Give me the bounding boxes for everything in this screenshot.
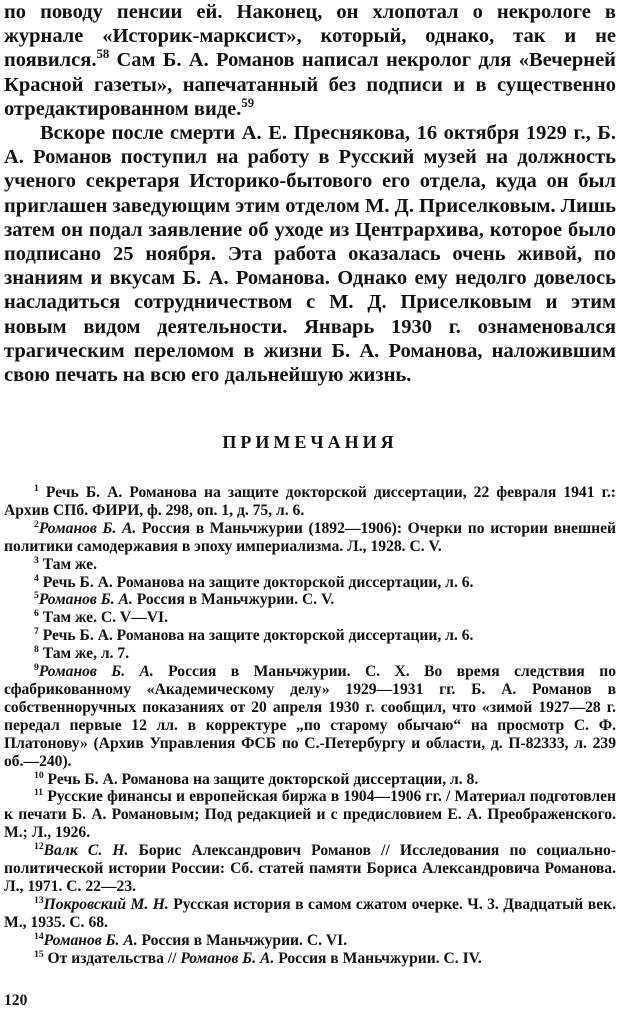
- page-number: 120: [4, 992, 28, 1009]
- note-item: [4, 771, 616, 789]
- note-item: [4, 788, 616, 842]
- note-item: [4, 484, 616, 520]
- note-number: 11: [34, 787, 44, 799]
- note-author: Валк С. Н.: [43, 842, 129, 860]
- note-author: Романов Б. А.: [43, 931, 138, 949]
- note-number: 10: [34, 769, 44, 781]
- note-number: 5: [34, 590, 39, 602]
- note-item: [4, 574, 616, 592]
- note-item: [4, 932, 616, 950]
- note-text: Там же, л. 7.: [38, 645, 130, 663]
- note-item: [4, 609, 616, 627]
- note-number: 13: [34, 894, 44, 906]
- notes-list: [4, 484, 616, 967]
- note-item: [4, 896, 616, 932]
- note-item: [4, 556, 616, 574]
- paragraph-1: [4, 0, 616, 121]
- note-number: 4: [34, 572, 39, 584]
- note-number: 1: [34, 482, 39, 494]
- note-item: [4, 950, 616, 968]
- note-number: 14: [34, 930, 44, 942]
- note-item: [4, 520, 616, 556]
- note-text: Речь Б. А. Романова на защите докторской диссертации, 22 февраля 1941 г.: Архив СПб. ФИРИ, ф. 298, оп. 1, д. 75, л. 6.: [4, 484, 616, 519]
- note-text: Россия в Маньчжурии. С. IV.: [274, 949, 482, 967]
- note-text: Борис Александрович Романов // Исследования по социально-политической истории России: Сб. статей памяти Бориса Александровича Романова. Л., 1971. С. 22—23.: [4, 842, 616, 895]
- note-number: 3: [34, 554, 39, 566]
- footnote-ref-58: 58: [96, 47, 110, 62]
- note-text: Россия в Маньчжурии. С. V.: [132, 591, 335, 609]
- note-item: [4, 591, 616, 609]
- note-text: Там же.: [38, 555, 97, 573]
- note-text: Речь Б. А. Романова на защите докторской диссертации, л. 8.: [43, 770, 479, 788]
- paragraph-1-text-a: по поводу пенсии ей. Наконец, он хлопотал о некрологе в журнале «Историк-марксист», который, однако, так и не появился.: [4, 1, 616, 72]
- note-number: 15: [34, 948, 44, 960]
- note-item: [4, 663, 616, 770]
- note-author: Романов Б. А.: [180, 949, 275, 967]
- note-text: Россия в Маньчжурии (1892—1906): Очерки по истории внешней политики самодержавия в эпоху империализма. Л., 1928. С. V.: [4, 519, 617, 555]
- main-text: [4, 0, 616, 387]
- note-author: Романов Б. А.: [38, 591, 133, 609]
- note-text: Речь Б. А. Романова на защите докторской диссертации, л. 6.: [38, 573, 474, 591]
- notes-heading: ПРИМЕЧАНИЯ: [222, 432, 398, 452]
- note-text: Русская история в самом сжатом очерке. Ч. 3. Двадцатый век. М., 1935. С. 68.: [4, 895, 616, 931]
- footnote-ref-59: 59: [241, 95, 255, 110]
- note-number: 7: [34, 626, 39, 638]
- note-number: 6: [34, 608, 39, 620]
- note-text: Русские финансы и европейская биржа в 1904—1906 гг. / Материал подготовлен к печати Б. А. Романовым; Под редакцией и с предисловием Е. А. Преображенского. М.; Л., 1926.: [4, 788, 616, 842]
- note-author: Романов Б. А.: [38, 519, 137, 537]
- note-number: 8: [34, 643, 39, 655]
- note-author: Романов Б. А.: [38, 663, 154, 681]
- note-number: 9: [34, 661, 39, 673]
- note-item: [4, 645, 616, 663]
- note-text: Там же. С. V—VI.: [38, 609, 169, 627]
- note-text: Россия в Маньчжурии. С. X. Во время следствия по сфабрикованному «Академическому делу» 1929—1931 гг. Б. А. Романов в собственноручных показаниях от 20 апреля 1930 г. сообщил, что «зимой 1927—28 г. передал первые 12 лл. в корректуре „по старому обычаю“ на просмотр С. Ф. Платонову» (Архив Управления ФСБ по С.-Петербургу и области, д. П-82333, л. 239 об.—240).: [4, 663, 616, 770]
- paragraph-2: Вскоре после смерти А. Е. Преснякова, 16 октября 1929 г., Б. А. Романов поступил на работу в Русский музей на должность ученого секретаря Историко-бытового его отдела, куда он был приглашен заведующим этим отделом М. Д. Приселковым. Лишь затем он подал заявление об уходе из Центрархива, которое было подписано 25 ноября. Эта работа оказалась очень живой, по знаниям и вкусам Б. А. Романова. Однако ему недолго довелось насладиться сотрудничеством с М. Д. Приселковым и этим новым видом деятельности. Январь 1930 г. ознаменовался трагическим переломом в жизни Б. А. Романова, наложившим свою печать на всю его дальнейшую жизнь.: [4, 122, 616, 387]
- note-number: 2: [34, 518, 39, 530]
- note-text: От издательства //: [43, 949, 181, 967]
- note-text: Речь Б. А. Романова на защите докторской диссертации, л. 6.: [38, 627, 474, 645]
- note-number: 12: [34, 840, 44, 852]
- note-item: [4, 627, 616, 645]
- paragraph-1-text-b: Сам Б. А. Романов написал некролог для «Вечерней Красной газеты», напечатанный без подписи и в существенно отредактированном виде.: [4, 49, 616, 120]
- note-text: Россия в Маньчжурии. С. VI.: [137, 931, 348, 949]
- note-author: Покровский М. Н.: [43, 895, 169, 913]
- note-item: [4, 842, 616, 896]
